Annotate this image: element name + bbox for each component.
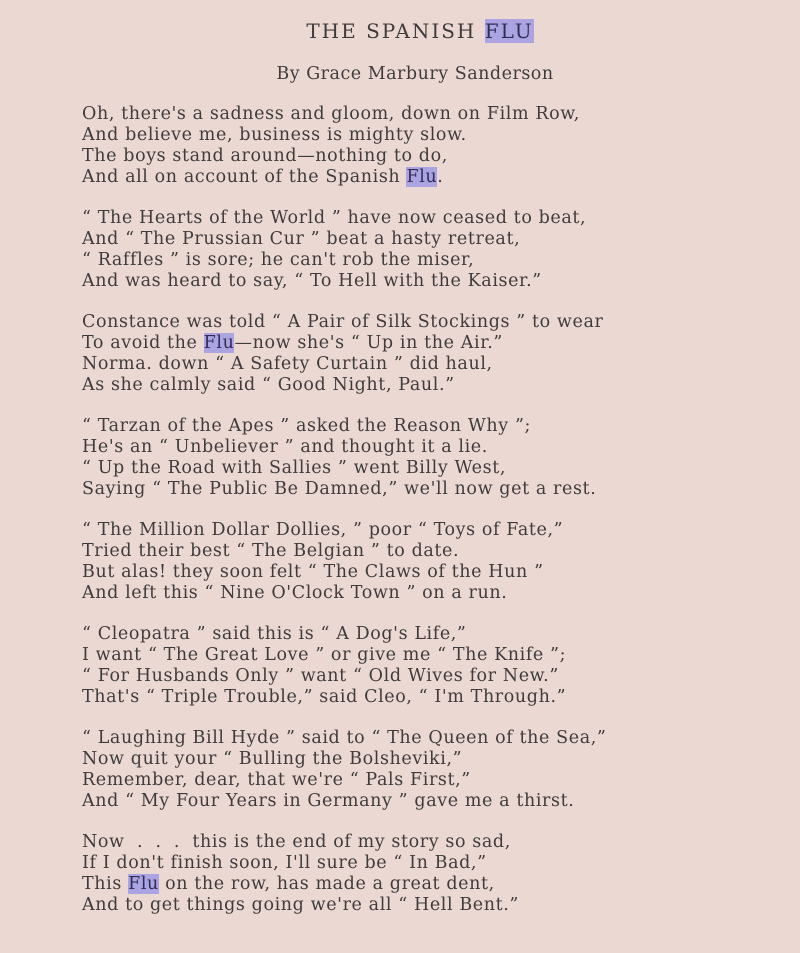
poem-line xyxy=(82,749,606,770)
poem-byline: By Grace Marbury Sanderson xyxy=(276,64,554,84)
poem-line xyxy=(82,208,606,229)
stanza xyxy=(82,520,606,604)
poem-line xyxy=(82,874,606,895)
text-segment: And left this “ Nine O'Clock Town ” on a run. xyxy=(82,583,508,603)
highlighted-search-term: Flu xyxy=(406,167,438,187)
text-segment: If I don't finish soon, I'll sure be “ In Bad,” xyxy=(82,853,487,873)
stanza xyxy=(82,312,606,396)
text-segment: I want “ The Great Love ” or give me “ The Knife ”; xyxy=(82,645,567,665)
text-segment: As she calmly said “ Good Night, Paul.” xyxy=(82,375,455,395)
poem-line xyxy=(82,645,606,666)
highlighted-search-term: Flu xyxy=(203,333,235,353)
stanza xyxy=(82,208,606,292)
text-segment: And “ The Prussian Cur ” beat a hasty retreat, xyxy=(82,229,521,249)
text-segment: —now she's “ Up in the Air.” xyxy=(234,333,503,353)
poem-line xyxy=(82,146,606,167)
text-segment: The boys stand around—nothing to do, xyxy=(82,146,448,166)
text-segment: “ For Husbands Only ” want “ Old Wives for New.” xyxy=(82,666,559,686)
poem-line xyxy=(82,624,606,645)
poem-line xyxy=(82,271,606,292)
text-segment: He's an “ Unbeliever ” and thought it a lie. xyxy=(82,437,488,457)
poem-line xyxy=(82,520,606,541)
stanza xyxy=(82,728,606,812)
poem-line xyxy=(82,354,606,375)
text-segment: Oh, there's a sadness and gloom, down on Film Row, xyxy=(82,104,580,124)
poem-line xyxy=(82,250,606,271)
highlighted-search-term: FLU xyxy=(484,19,534,43)
poem-line xyxy=(82,458,606,479)
text-segment: “ Up the Road with Sallies ” went Billy West, xyxy=(82,458,507,478)
text-segment: Norma. down “ A Safety Curtain ” did haul, xyxy=(82,354,493,374)
text-segment: Tried their best “ The Belgian ” to date. xyxy=(82,541,460,561)
text-segment: This xyxy=(82,874,129,894)
text-segment: But alas! they soon felt “ The Claws of the Hun ” xyxy=(82,562,544,582)
poem-line xyxy=(82,853,606,874)
poem-line xyxy=(82,583,606,604)
poem-body xyxy=(82,104,606,936)
highlighted-search-term: Flu xyxy=(128,874,159,894)
poem-line xyxy=(82,125,606,146)
text-segment: Remember, dear, that we're “ Pals First,” xyxy=(82,770,471,790)
text-segment: Constance was told “ A Pair of Silk Stockings ” to wear xyxy=(82,312,604,332)
text-segment: And to get things going we're all “ Hell Bent.” xyxy=(82,895,519,915)
poem-line xyxy=(82,895,606,916)
poem-line xyxy=(82,312,606,333)
poem-line xyxy=(82,333,606,354)
stanza xyxy=(82,416,606,500)
text-segment: And was heard to say, “ To Hell with the Kaiser.” xyxy=(82,271,542,291)
text-segment: And all on account of the Spanish xyxy=(82,167,407,187)
text-segment: And believe me, business is mighty slow. xyxy=(82,125,467,145)
poem-line xyxy=(82,562,606,583)
poem-line xyxy=(82,791,606,812)
stanza xyxy=(82,832,606,916)
text-segment: “ Laughing Bill Hyde ” said to “ The Queen of the Sea,” xyxy=(82,728,607,748)
poem-title xyxy=(0,19,800,43)
poem-line xyxy=(82,479,606,500)
text-segment: “ The Million Dollar Dollies, ” poor “ Toys of Fate,” xyxy=(82,520,564,540)
text-segment: “ Raffles ” is sore; he can't rob the miser, xyxy=(82,250,475,270)
poem-line xyxy=(82,229,606,250)
text-segment: That's “ Triple Trouble,” said Cleo, “ I'm Through.” xyxy=(82,687,567,707)
poem-line xyxy=(82,104,606,125)
poem-line xyxy=(82,437,606,458)
poem-line xyxy=(82,770,606,791)
text-segment: To avoid the xyxy=(82,333,204,353)
poem-line xyxy=(82,666,606,687)
text-segment: “ Tarzan of the Apes ” asked the Reason Why ”; xyxy=(82,416,531,436)
stanza xyxy=(82,104,606,188)
poem-line xyxy=(82,416,606,437)
text-segment: on the row, has made a great dent, xyxy=(158,874,495,894)
text-segment: And “ My Four Years in Germany ” gave me a thirst. xyxy=(82,791,575,811)
text-segment: “ Cleopatra ” said this is “ A Dog's Life,” xyxy=(82,624,467,644)
poem-line xyxy=(82,167,606,188)
text-segment: Now quit your “ Bulling the Bolsheviki,” xyxy=(82,749,463,769)
text-segment: THE SPANISH xyxy=(306,19,485,43)
text-segment: “ The Hearts of the World ” have now ceased to beat, xyxy=(82,208,587,228)
poem-line xyxy=(82,541,606,562)
text-segment: Now . . . this is the end of my story so sad, xyxy=(82,832,511,852)
poem-line xyxy=(82,375,606,396)
poem-line xyxy=(82,728,606,749)
poem-line xyxy=(82,832,606,853)
text-segment: . xyxy=(437,167,444,187)
poem-line xyxy=(82,687,606,708)
text-segment: Saying “ The Public Be Damned,” we'll now get a rest. xyxy=(82,479,597,499)
stanza xyxy=(82,624,606,708)
